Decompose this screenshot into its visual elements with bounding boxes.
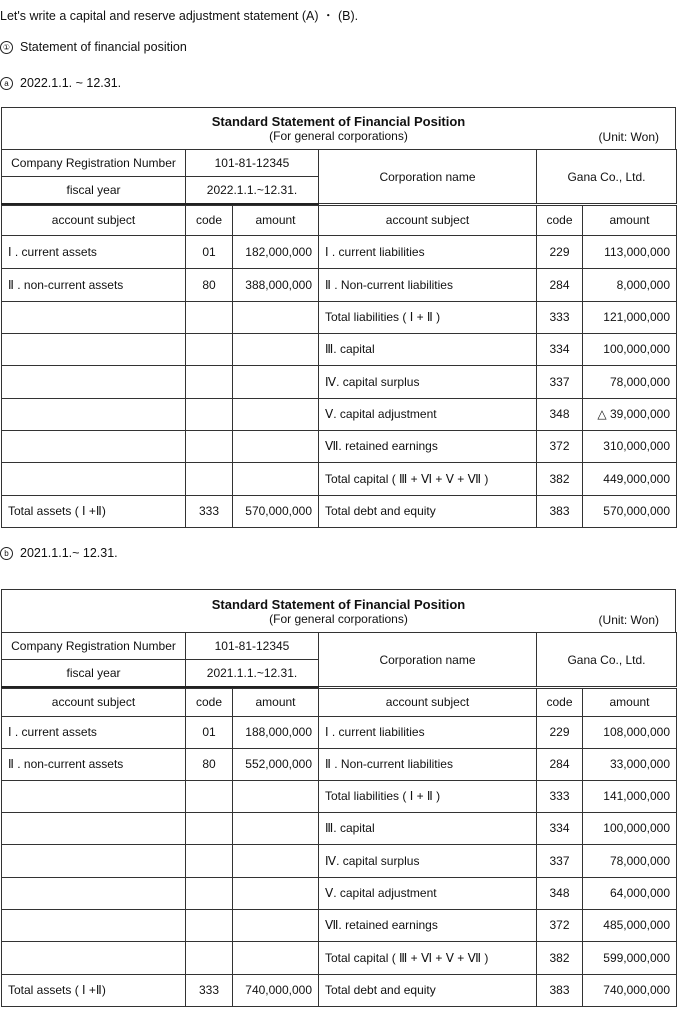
liability-code: 334 — [537, 812, 583, 844]
asset-subject — [2, 301, 186, 333]
liability-subject: Ⅳ. capital surplus — [319, 844, 537, 877]
liability-subject: Total liabilities ( Ⅰ + Ⅱ ) — [319, 301, 537, 333]
liability-code: 229 — [537, 716, 583, 748]
asset-amount — [233, 365, 319, 398]
total-row — [2, 974, 677, 1006]
corp-name-label: Corporation name — [319, 633, 537, 687]
table-row — [2, 462, 677, 495]
asset-subject — [2, 812, 186, 844]
liability-subject: Total liabilities ( Ⅰ + Ⅱ ) — [319, 780, 537, 812]
column-header: code — [537, 688, 583, 716]
statement-title: Standard Statement of Financial Position — [211, 597, 466, 612]
liability-subject: Ⅱ . Non-current liabilities — [319, 748, 537, 780]
liability-code: 372 — [537, 909, 583, 941]
liability-subject: Total capital ( Ⅲ + Ⅵ + Ⅴ + Ⅶ ) — [319, 941, 537, 974]
asset-amount — [233, 780, 319, 812]
liability-amount: 33,000,000 — [583, 748, 677, 780]
total-assets-code: 333 — [186, 974, 233, 1006]
liability-code: 334 — [537, 333, 583, 365]
liability-code: 284 — [537, 748, 583, 780]
corp-name-label: Corporation name — [319, 150, 537, 204]
asset-subject — [2, 877, 186, 909]
total-debt-equity-amount: 740,000,000 — [583, 974, 677, 1006]
asset-subject: Ⅰ . current assets — [2, 235, 186, 268]
table-row — [2, 235, 677, 268]
asset-code: 01 — [186, 716, 233, 748]
asset-amount — [233, 333, 319, 365]
statement-header — [1, 589, 676, 632]
liability-subject: Ⅶ. retained earnings — [319, 430, 537, 462]
table-row — [2, 268, 677, 301]
asset-code — [186, 780, 233, 812]
liability-subject: Ⅱ . Non-current liabilities — [319, 268, 537, 301]
liability-subject: Ⅲ. capital — [319, 333, 537, 365]
reg-number-label: Company Registration Number — [2, 633, 186, 660]
column-header-row — [2, 205, 677, 235]
table-row — [2, 780, 677, 812]
statement-subtitle: (For general corporations) — [269, 129, 408, 143]
period-heading-a — [0, 76, 121, 90]
column-header: account subject — [319, 688, 537, 716]
liability-amount: 100,000,000 — [583, 812, 677, 844]
table-row — [2, 909, 677, 941]
asset-amount — [233, 301, 319, 333]
table-row — [2, 365, 677, 398]
asset-subject — [2, 462, 186, 495]
asset-subject — [2, 780, 186, 812]
total-debt-equity-code: 383 — [537, 495, 583, 527]
period-marker-a: a — [0, 77, 13, 90]
info-table — [1, 632, 677, 688]
liability-code: 337 — [537, 844, 583, 877]
fiscal-year-value: 2022.1.1.~12.31. — [186, 177, 319, 204]
intro-text: Let's write a capital and reserve adjustment statement (A) ・ (B). — [0, 9, 359, 23]
period-marker-b: b — [0, 547, 13, 560]
asset-subject — [2, 333, 186, 365]
column-header: amount — [583, 205, 677, 235]
liability-amount: △ 39,000,000 — [583, 398, 677, 430]
liability-subject: Ⅶ. retained earnings — [319, 909, 537, 941]
asset-code: 80 — [186, 268, 233, 301]
corp-name-value: Gana Co., Ltd. — [537, 633, 677, 687]
statement-subtitle: (For general corporations) — [269, 612, 408, 626]
period-label-a: 2022.1.1. ~ 12.31. — [20, 76, 122, 90]
asset-subject — [2, 941, 186, 974]
table-row — [2, 844, 677, 877]
asset-amount — [233, 462, 319, 495]
liability-amount: 310,000,000 — [583, 430, 677, 462]
table-row — [2, 812, 677, 844]
liability-code: 348 — [537, 398, 583, 430]
column-header: code — [186, 205, 233, 235]
asset-amount — [233, 398, 319, 430]
asset-amount — [233, 909, 319, 941]
liability-amount: 599,000,000 — [583, 941, 677, 974]
table-row — [2, 716, 677, 748]
asset-subject — [2, 398, 186, 430]
asset-code — [186, 844, 233, 877]
asset-amount — [233, 430, 319, 462]
table-row — [2, 748, 677, 780]
section-marker: ① — [0, 41, 13, 54]
liability-subject: Ⅰ . current liabilities — [319, 716, 537, 748]
column-header: account subject — [319, 205, 537, 235]
statement-a — [1, 107, 676, 528]
total-assets-label: Total assets ( Ⅰ +Ⅱ) — [2, 974, 186, 1006]
liability-code: 333 — [537, 780, 583, 812]
liability-amount: 141,000,000 — [583, 780, 677, 812]
asset-code — [186, 398, 233, 430]
asset-code — [186, 812, 233, 844]
asset-code — [186, 365, 233, 398]
total-debt-equity-code: 383 — [537, 974, 583, 1006]
column-header-row — [2, 688, 677, 716]
fiscal-year-label: fiscal year — [2, 177, 186, 204]
asset-subject — [2, 844, 186, 877]
column-header: code — [186, 688, 233, 716]
statement-title: Standard Statement of Financial Position — [211, 114, 466, 129]
liability-subject: Ⅳ. capital surplus — [319, 365, 537, 398]
liability-code: 382 — [537, 941, 583, 974]
asset-amount — [233, 812, 319, 844]
asset-code — [186, 462, 233, 495]
asset-amount — [233, 941, 319, 974]
column-header: amount — [583, 688, 677, 716]
column-header: account subject — [2, 205, 186, 235]
liability-amount: 121,000,000 — [583, 301, 677, 333]
asset-code — [186, 877, 233, 909]
table-row — [2, 941, 677, 974]
asset-subject: Ⅱ . non-current assets — [2, 748, 186, 780]
reg-number-value: 101-81-12345 — [186, 150, 319, 177]
corp-name-value: Gana Co., Ltd. — [537, 150, 677, 204]
asset-amount: 188,000,000 — [233, 716, 319, 748]
info-table — [1, 149, 677, 205]
liability-subject: Ⅲ. capital — [319, 812, 537, 844]
reg-number-value: 101-81-12345 — [186, 633, 319, 660]
total-assets-amount: 570,000,000 — [233, 495, 319, 527]
balance-table — [1, 688, 677, 1007]
liability-amount: 485,000,000 — [583, 909, 677, 941]
asset-subject: Ⅱ . non-current assets — [2, 268, 186, 301]
unit-label: (Unit: Won) — [598, 130, 659, 144]
column-header: code — [537, 205, 583, 235]
asset-code — [186, 333, 233, 365]
reg-number-label: Company Registration Number — [2, 150, 186, 177]
statement-b — [1, 589, 676, 1007]
asset-subject: Ⅰ . current assets — [2, 716, 186, 748]
liability-code: 337 — [537, 365, 583, 398]
unit-label: (Unit: Won) — [598, 613, 659, 627]
table-row — [2, 877, 677, 909]
balance-table — [1, 205, 677, 528]
total-debt-equity-label: Total debt and equity — [319, 974, 537, 1006]
asset-amount: 182,000,000 — [233, 235, 319, 268]
table-row — [2, 398, 677, 430]
liability-subject: Ⅰ . current liabilities — [319, 235, 537, 268]
liability-subject: Ⅴ. capital adjustment — [319, 877, 537, 909]
liability-amount: 100,000,000 — [583, 333, 677, 365]
asset-code — [186, 941, 233, 974]
fiscal-year-label: fiscal year — [2, 660, 186, 687]
fiscal-year-value: 2021.1.1.~12.31. — [186, 660, 319, 687]
liability-subject: Total capital ( Ⅲ + Ⅵ + Ⅴ + Ⅶ ) — [319, 462, 537, 495]
liability-code: 284 — [537, 268, 583, 301]
total-debt-equity-label: Total debt and equity — [319, 495, 537, 527]
liability-amount: 113,000,000 — [583, 235, 677, 268]
statement-header — [1, 107, 676, 149]
asset-code — [186, 430, 233, 462]
liability-code: 348 — [537, 877, 583, 909]
total-assets-code: 333 — [186, 495, 233, 527]
asset-amount — [233, 844, 319, 877]
liability-amount: 78,000,000 — [583, 844, 677, 877]
section-heading — [0, 40, 187, 54]
asset-amount — [233, 877, 319, 909]
asset-code — [186, 909, 233, 941]
total-row — [2, 495, 677, 527]
liability-subject: Ⅴ. capital adjustment — [319, 398, 537, 430]
column-header: amount — [233, 205, 319, 235]
liability-code: 382 — [537, 462, 583, 495]
liability-amount: 449,000,000 — [583, 462, 677, 495]
asset-amount: 388,000,000 — [233, 268, 319, 301]
asset-amount: 552,000,000 — [233, 748, 319, 780]
asset-code: 01 — [186, 235, 233, 268]
column-header: amount — [233, 688, 319, 716]
asset-code — [186, 301, 233, 333]
liability-code: 333 — [537, 301, 583, 333]
liability-amount: 108,000,000 — [583, 716, 677, 748]
liability-amount: 78,000,000 — [583, 365, 677, 398]
liability-amount: 8,000,000 — [583, 268, 677, 301]
period-heading-b — [0, 546, 118, 560]
liability-code: 229 — [537, 235, 583, 268]
asset-subject — [2, 430, 186, 462]
asset-code: 80 — [186, 748, 233, 780]
total-debt-equity-amount: 570,000,000 — [583, 495, 677, 527]
table-row — [2, 301, 677, 333]
liability-code: 372 — [537, 430, 583, 462]
table-row — [2, 333, 677, 365]
liability-amount: 64,000,000 — [583, 877, 677, 909]
column-header: account subject — [2, 688, 186, 716]
total-assets-amount: 740,000,000 — [233, 974, 319, 1006]
section-title: Statement of financial position — [20, 40, 187, 54]
table-row — [2, 430, 677, 462]
total-assets-label: Total assets ( Ⅰ +Ⅱ) — [2, 495, 186, 527]
asset-subject — [2, 909, 186, 941]
asset-subject — [2, 365, 186, 398]
period-label-b: 2021.1.1.~ 12.31. — [20, 546, 118, 560]
